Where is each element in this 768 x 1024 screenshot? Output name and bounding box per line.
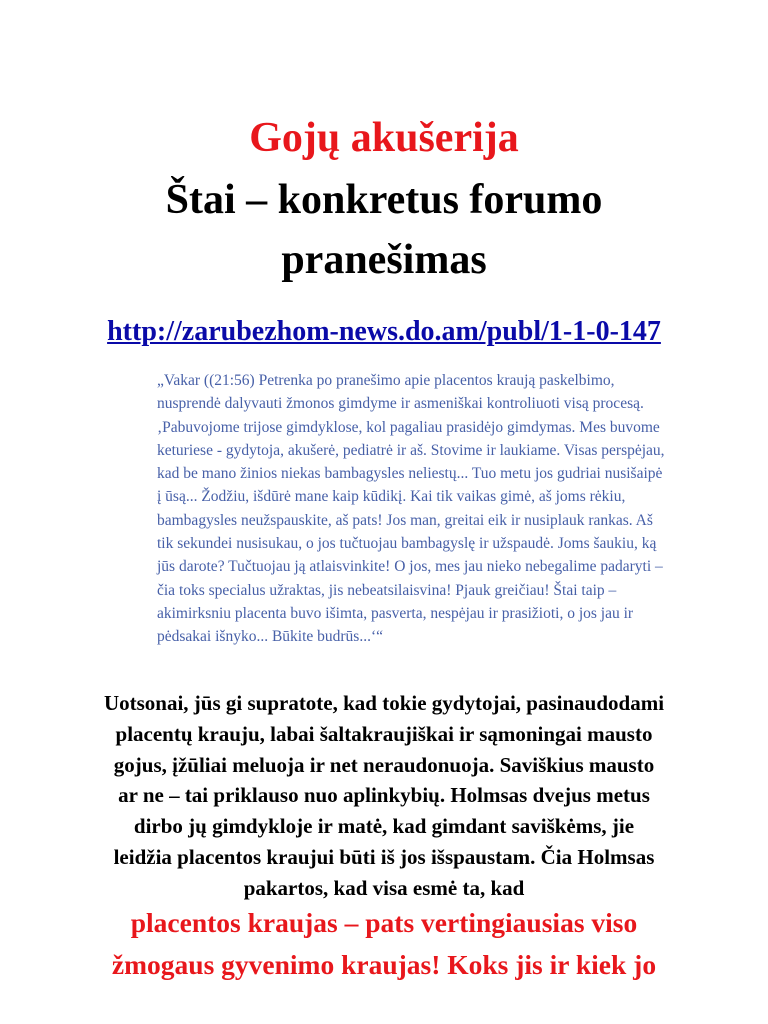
- emphasis-paragraph: [0, 902, 768, 986]
- forum-quote: [157, 369, 737, 649]
- body-line: dirbo jų gimdykloje ir matė, kad gimdant saviškėms, jie: [133, 814, 635, 839]
- quote-line: pėdsakai išnyko... Būkite budrūs...‘“: [157, 628, 384, 646]
- subtitle-line: pranešimas: [281, 237, 487, 283]
- quote-line: čia toks specialus užraktas, jis nebeatsilaisvina! Pjauk greičiau! Štai taip –: [157, 581, 617, 599]
- quote-line: „Vakar ((21:56) Petrenka po pranešimo apie placentos kraują paskelbimo,: [157, 372, 615, 389]
- body-line: leidžia placentos kraujui būti iš jos išspaustam. Čia Holmsas: [113, 844, 655, 869]
- body-line: gojus, įžūliai meluoja ir net neraudonuoja. Saviškius mausto: [113, 752, 655, 777]
- quote-line: keturiese - gydytoja, akušerė, pediatrė ir aš. Stovime ir laukiame. Visas perspėjau,: [157, 441, 665, 459]
- source-link[interactable]: http://zarubezhom-news.do.am/publ/1-1-0-147: [107, 316, 661, 347]
- subtitle-line: Štai – konkretus forumo: [165, 177, 603, 223]
- quote-line: į ūsą... Žodžiu, išdūrė mane kaip kūdikį. Kai tik vaikas gimė, aš joms rėkiu,: [157, 488, 626, 506]
- document-subtitle: [0, 170, 768, 290]
- body-line: placentų krauju, labai šaltakraujiškai ir sąmoningai mausto: [115, 721, 653, 746]
- body-line: ar ne – tai priklauso nuo aplinkybių. Holmsas dvejus metus: [118, 783, 650, 808]
- quote-line: jūs darote? Tučtuojau ją atlaisvinkite! O jos, mes jau nieko nebegalime padaryti –: [157, 558, 663, 576]
- body-paragraph: [0, 688, 768, 904]
- document-title: Gojų akušerija: [249, 115, 519, 161]
- quote-line: tik sekundei nusisukau, o jos tučtuojau bambagyslę ir užspaudė. Joms šaukiu, ką: [157, 535, 657, 553]
- quote-line: kad be mano žinios niekas bambagysles neliestų... Tuo metu jos gudriai nusišaipė: [157, 465, 663, 483]
- emphasis-line: placentos kraujas – pats vertingiausias viso: [130, 907, 638, 938]
- emphasis-line: žmogaus gyvenimo kraujas! Koks jis ir kiek jo: [111, 949, 657, 980]
- body-line: pakartos, kad visa esmė ta, kad: [243, 875, 525, 900]
- source-link-container: [0, 312, 768, 352]
- quote-line: ‚Pabuvojome trijose gimdyklose, kol pagaliau prasidėjo gimdymas. Mes buvome: [157, 418, 660, 436]
- body-line: Uotsonai, jūs gi supratote, kad tokie gydytojai, pasinaudodami: [103, 691, 665, 715]
- quote-line: nusprendė dalyvauti žmonos gimdyme ir asmeniškai kontroliuoti visą procesą.: [157, 395, 644, 413]
- quote-line: bambagysles neužspauskite, aš pats! Jos man, greitai eik ir nusiplauk rankas. Aš: [157, 511, 653, 529]
- quote-line: akimirksniu placenta buvo išimta, pasverta, nespėjau ir prasižioti, o jos jau ir: [157, 604, 634, 622]
